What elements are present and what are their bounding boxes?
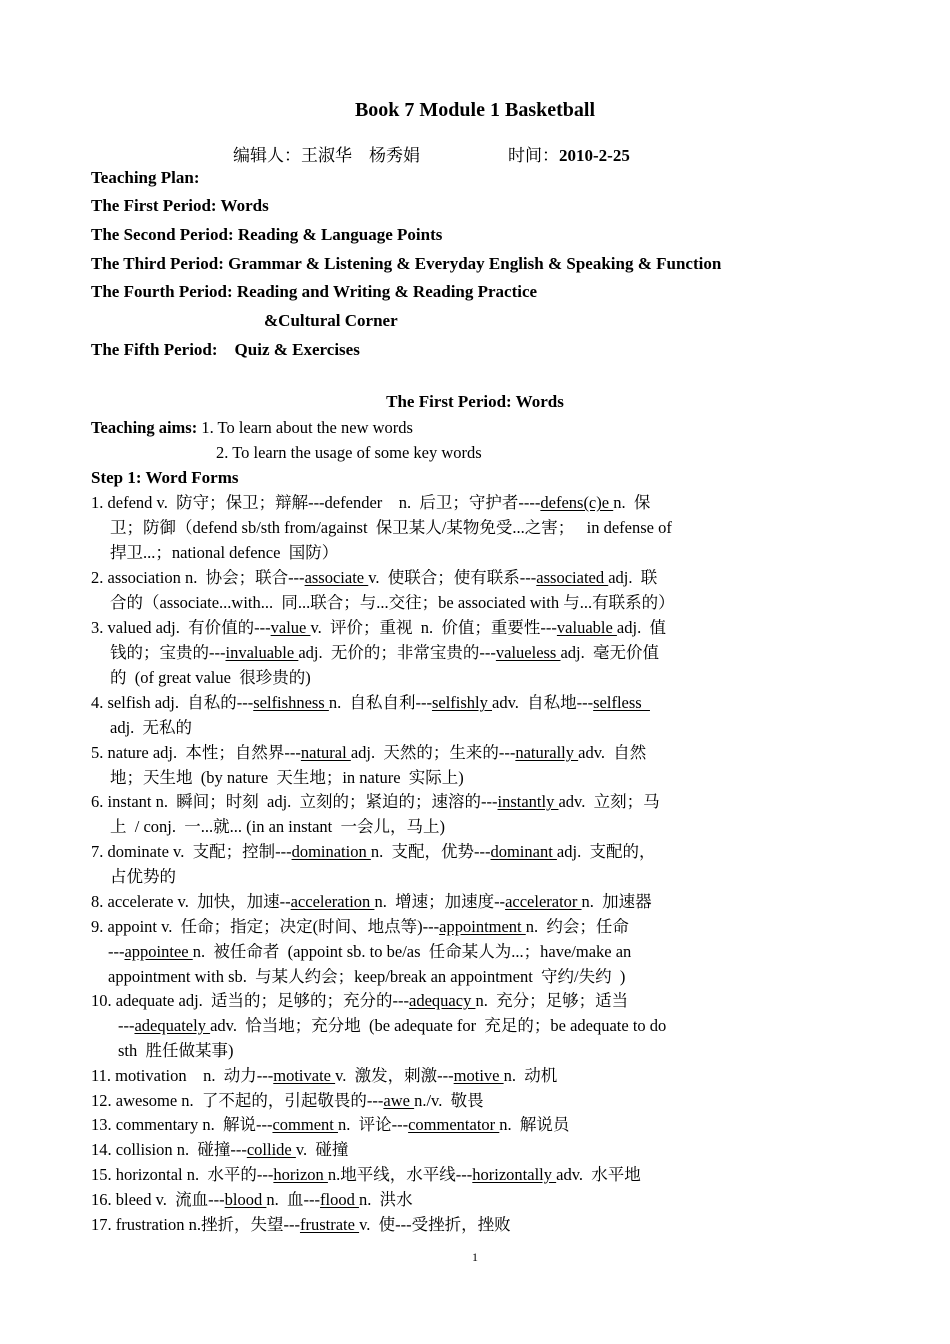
entry-text: n. 充分；足够；适当 [475,991,629,1010]
entry-continued: 上 / conj. 一...就... (in an instant 一会儿，马上) [110,817,446,836]
word-entry [91,1215,511,1235]
entry-text: adj. 天然的；生来的--- [350,743,516,762]
entry-text: adv. 恰当地；充分地 (be adequate for 充足的；be adequate to do [210,1016,667,1035]
word-entry [91,1165,641,1185]
entry-text: v. 碰撞 [295,1140,349,1159]
word-entry [91,991,628,1011]
word-entry [91,792,660,812]
entry-text: 13. commentary n. 解说--- [91,1115,273,1134]
entry-text: n. 动机 [503,1066,558,1085]
entry-text: n. 评论--- [337,1115,409,1134]
word-entry [91,1190,413,1210]
answer-blank: selfless [593,693,650,712]
entry-continued [108,942,631,962]
document-title: Book 7 Module 1 Basketball [354,99,596,121]
entry-continued [110,643,659,663]
entry-text: n. 增速；加速度-- [374,892,506,911]
answer-blank: commentator [408,1115,500,1134]
time-value: 2010-2-25 [559,146,630,165]
editor-line [233,141,630,166]
answer-blank: dominant [490,842,557,861]
answer-blank: horizon [273,1165,328,1184]
entry-text: 10. adequate adj. 适当的；足够的；充分的--- [91,991,410,1010]
plan-item-continued: &Cultural Corner [264,311,398,330]
entry-continued: 占优势的 [110,867,176,886]
entry-text: 2. association n. 协会；联合--- [91,568,305,587]
plan-item: The Third Period: Grammar & Listening & Everyday English & Speaking & Function [91,254,722,273]
entry-text: 17. frustration n.挫折，失望--- [91,1215,300,1234]
entry-continued: 合的（associate...with... 同...联合；与...交往；be associated with 与...有联系的） [110,593,675,612]
aim-1: 1. To learn about the new words [197,418,413,437]
entry-continued [118,1016,666,1036]
time-label: 时间： [508,146,559,165]
answer-blank: motivate [273,1066,336,1085]
answer-blank: appointment [439,917,526,936]
entry-text: 14. collision n. 碰撞--- [91,1140,247,1159]
plan-item: The First Period: Words [91,196,269,215]
answer-blank: valueless [495,643,561,662]
entry-text: adj. 支配的， [556,842,656,861]
entry-continued: 的 (of great value 很珍贵的) [110,668,311,687]
answer-blank: associate [304,568,369,587]
entry-text: 7. dominate v. 支配；控制--- [91,842,292,861]
answer-blank: naturally [515,743,579,762]
entry-text: n.地平线，水平线--- [327,1165,473,1184]
aim-2: 2. To learn the usage of some key words [216,443,482,462]
answer-blank: collide [246,1140,296,1159]
answer-blank: adequacy [409,991,476,1010]
entry-text: 4. selfish adj. 自私的--- [91,693,254,712]
answer-blank: invaluable [225,643,299,662]
word-entry [91,1140,348,1160]
entry-text: 1. defend v. 防守；保卫；辩解---defender n. 后卫；守护者---- [91,493,541,512]
entry-continued: adj. 无私的 [110,718,193,737]
word-entry [91,1091,484,1111]
answer-blank: valuable [556,618,617,637]
entry-text: 11. motivation n. 动力--- [91,1066,274,1085]
entry-text: adj. 毫无价值 [560,643,660,662]
entry-text: n. 解说员 [499,1115,570,1134]
answer-blank: value [270,618,311,637]
word-entry [91,743,646,763]
answer-blank: motive [453,1066,504,1085]
plan-item: The Fourth Period: Reading and Writing & Reading Practice [91,282,538,301]
entry-text: n. 支配，优势--- [370,842,491,861]
answer-blank: adequately [134,1016,211,1035]
entry-continued: appointment with sb. 与某人约会；keep/break an appointment 守约/失约 ) [108,967,626,986]
answer-blank: appointee [124,942,193,961]
answer-blank: awe [383,1091,415,1110]
word-entry [91,568,657,588]
entry-text: 16. bleed v. 流血--- [91,1190,225,1209]
entry-text: 3. valued adj. 有价值的--- [91,618,271,637]
plan-heading: Teaching Plan: [91,168,200,187]
entry-text: n. 被任命者 (appoint sb. to be/as 任命某人为...；have/make an [192,942,632,961]
answer-blank: domination [291,842,371,861]
entry-text: 9. appoint v. 任命；指定；决定(时间、地点等)--- [91,917,440,936]
entry-continued: 捍卫...；national defence 国防） [110,543,339,562]
word-entry [91,693,650,713]
answer-blank: frustrate [299,1215,360,1234]
entry-text: n./v. 敬畏 [414,1091,484,1110]
entry-text: n. 加速器 [581,892,652,911]
answer-blank: selfishness [253,693,329,712]
entry-text: v. 使---受挫折，挫败 [359,1215,511,1234]
word-entry [91,618,666,638]
entry-text: n. 洪水 [358,1190,413,1209]
word-entry [91,892,652,912]
teaching-aims [91,418,413,438]
entry-text: n. 约会；任命 [525,917,629,936]
entry-text: adj. 值 [616,618,666,637]
entry-text: 5. nature adj. 本性；自然界--- [91,743,301,762]
answer-blank: natural [300,743,351,762]
answer-blank: flood [319,1190,359,1209]
answer-blank: blood [224,1190,267,1209]
page-number: 1 [472,1250,478,1264]
entry-text: --- [108,942,125,961]
answer-blank: comment [272,1115,338,1134]
word-entry [91,917,629,937]
entry-continued: sth 胜任做某事) [118,1041,234,1060]
word-entry [91,1115,569,1135]
entry-text: --- [118,1016,135,1035]
answer-blank: defens(c)e [540,493,614,512]
entry-text: adv. 立刻；马 [558,792,660,811]
aims-label: Teaching aims: [91,418,198,437]
entry-text: adj. 无价的；非常宝贵的--- [298,643,496,662]
answer-blank: horizontally [472,1165,557,1184]
entry-text: 12. awesome n. 了不起的，引起敬畏的--- [91,1091,384,1110]
plan-item: The Second Period: Reading & Language Points [91,225,443,244]
entry-text: 6. instant n. 瞬间；时刻 adj. 立刻的；紧迫的；速溶的--- [91,792,498,811]
entry-text: v. 使联合；使有联系--- [368,568,537,587]
word-entry [91,842,655,862]
entry-text: 钱的；宝贵的--- [110,643,226,662]
entry-continued: 地；天生地 (by nature 天生地；in nature 实际上) [110,768,464,787]
entry-text: adj. 联 [608,568,658,587]
word-entry [91,493,650,513]
entry-text: adv. 自然 [578,743,647,762]
step-heading: Step 1: Word Forms [91,468,239,487]
word-entry [91,1066,557,1086]
editor-label: 编辑人：王淑华 杨秀娟 [233,146,420,165]
answer-blank: acceleration [290,892,375,911]
entry-continued: 卫；防御（defend sb/sth from/against 保卫某人/某物免受...之害； in defense of [110,518,672,537]
answer-blank: accelerator [505,892,582,911]
entry-text: n. 血--- [266,1190,320,1209]
answer-blank: selfishly [431,693,493,712]
entry-text: n. 保 [613,493,651,512]
entry-text: 8. accelerate v. 加快，加速-- [91,892,291,911]
answer-blank: instantly [497,792,559,811]
section-title: The First Period: Words [386,392,564,411]
entry-text: adv. 水平地 [556,1165,641,1184]
entry-text: n. 自私自利--- [328,693,432,712]
entry-text: v. 评价；重视 n. 价值；重要性--- [310,618,557,637]
entry-text: adv. 自私地--- [492,693,594,712]
entry-text: v. 激发，刺激--- [335,1066,454,1085]
entry-text: 15. horizontal n. 水平的--- [91,1165,274,1184]
answer-blank: associated [536,568,609,587]
plan-item: The Fifth Period: Quiz & Exercises [91,340,360,359]
